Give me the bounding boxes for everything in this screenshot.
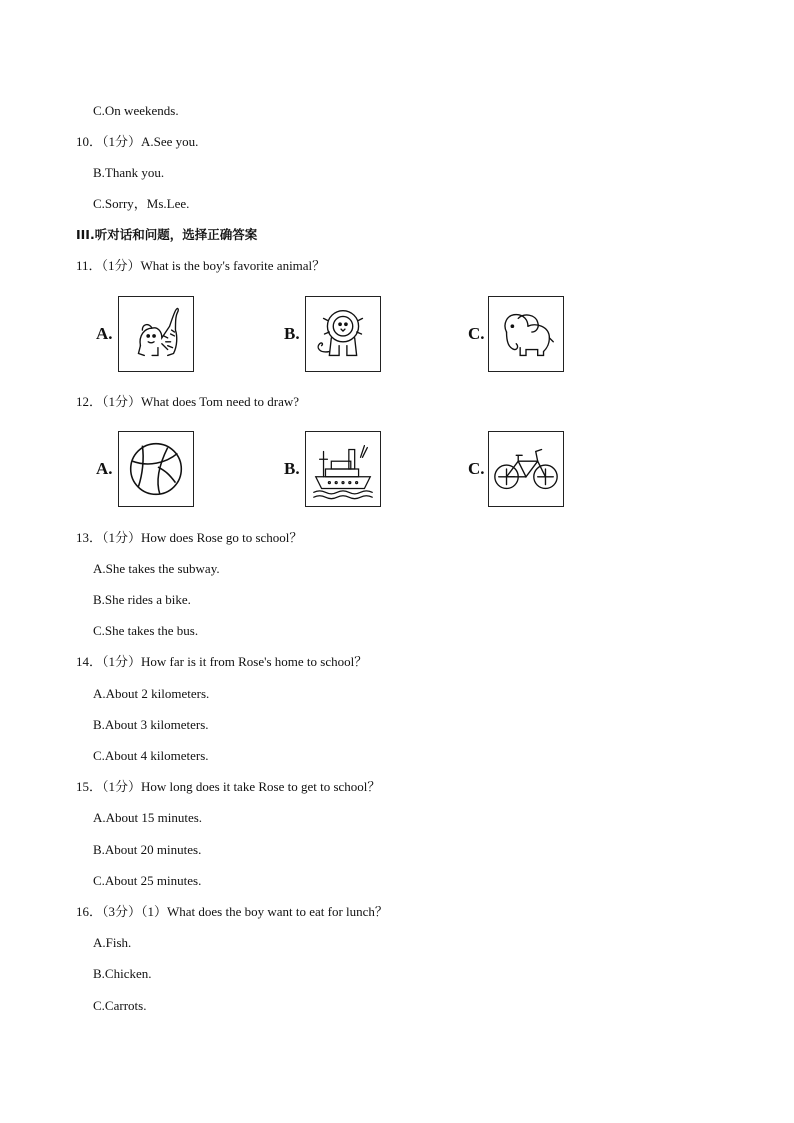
q16-option-c: C.Carrots.	[93, 998, 147, 1013]
q11-option-a-label[interactable]: A.	[96, 324, 113, 343]
q10-stem: 10．（1分）A.See you.	[76, 134, 199, 149]
q14-stem: 14．（1分）How far is it from Rose's home to school？	[76, 654, 368, 669]
q11-stem: 11．（1分）What is the boy's favorite animal？	[76, 258, 326, 273]
q9-option-c: C.On weekends.	[93, 103, 179, 118]
q15-option-a: A.About 15 minutes.	[93, 810, 203, 825]
q15-option-b: B.About 20 minutes.	[93, 842, 202, 857]
q15-option-c: C.About 25 minutes.	[93, 873, 202, 888]
q11-option-b-label[interactable]: B.	[284, 324, 300, 343]
q14-option-b: B.About 3 kilometers.	[93, 717, 209, 732]
ball-icon[interactable]	[118, 431, 194, 507]
q10-option-c: C.Sorry，Ms.Lee.	[93, 196, 190, 211]
elephant-icon[interactable]	[488, 296, 564, 372]
q15-stem: 15．（1分）How long does it take Rose to get to school？	[76, 779, 381, 794]
section-heading: III.听对话和问题，选择正确答案	[76, 227, 258, 242]
q10-option-b: B.Thank you.	[93, 165, 165, 180]
q12-option-b-label[interactable]: B.	[284, 459, 300, 478]
bicycle-icon[interactable]	[488, 431, 564, 507]
q14-option-a: A.About 2 kilometers.	[93, 686, 210, 701]
q13-stem: 13．（1分）How does Rose go to school？	[76, 530, 303, 545]
q13-option-c: C.She takes the bus.	[93, 623, 199, 638]
tiger-icon[interactable]	[118, 296, 194, 372]
q12-option-c-label[interactable]: C.	[468, 459, 485, 478]
q16-option-b: B.Chicken.	[93, 966, 152, 981]
q16-option-a: A.Fish.	[93, 935, 132, 950]
q16-stem: 16．（3分）（1）What does the boy want to eat for lunch？	[76, 904, 388, 919]
q13-option-b: B.She rides a bike.	[93, 592, 191, 607]
q12-stem: 12．（1分）What does Tom need to draw?	[76, 394, 300, 409]
lion-icon[interactable]	[305, 296, 381, 372]
q14-option-c: C.About 4 kilometers.	[93, 748, 209, 763]
q11-option-c-label[interactable]: C.	[468, 324, 485, 343]
ship-icon[interactable]	[305, 431, 381, 507]
q12-option-a-label[interactable]: A.	[96, 459, 113, 478]
q13-option-a: A.She takes the subway.	[93, 561, 220, 576]
